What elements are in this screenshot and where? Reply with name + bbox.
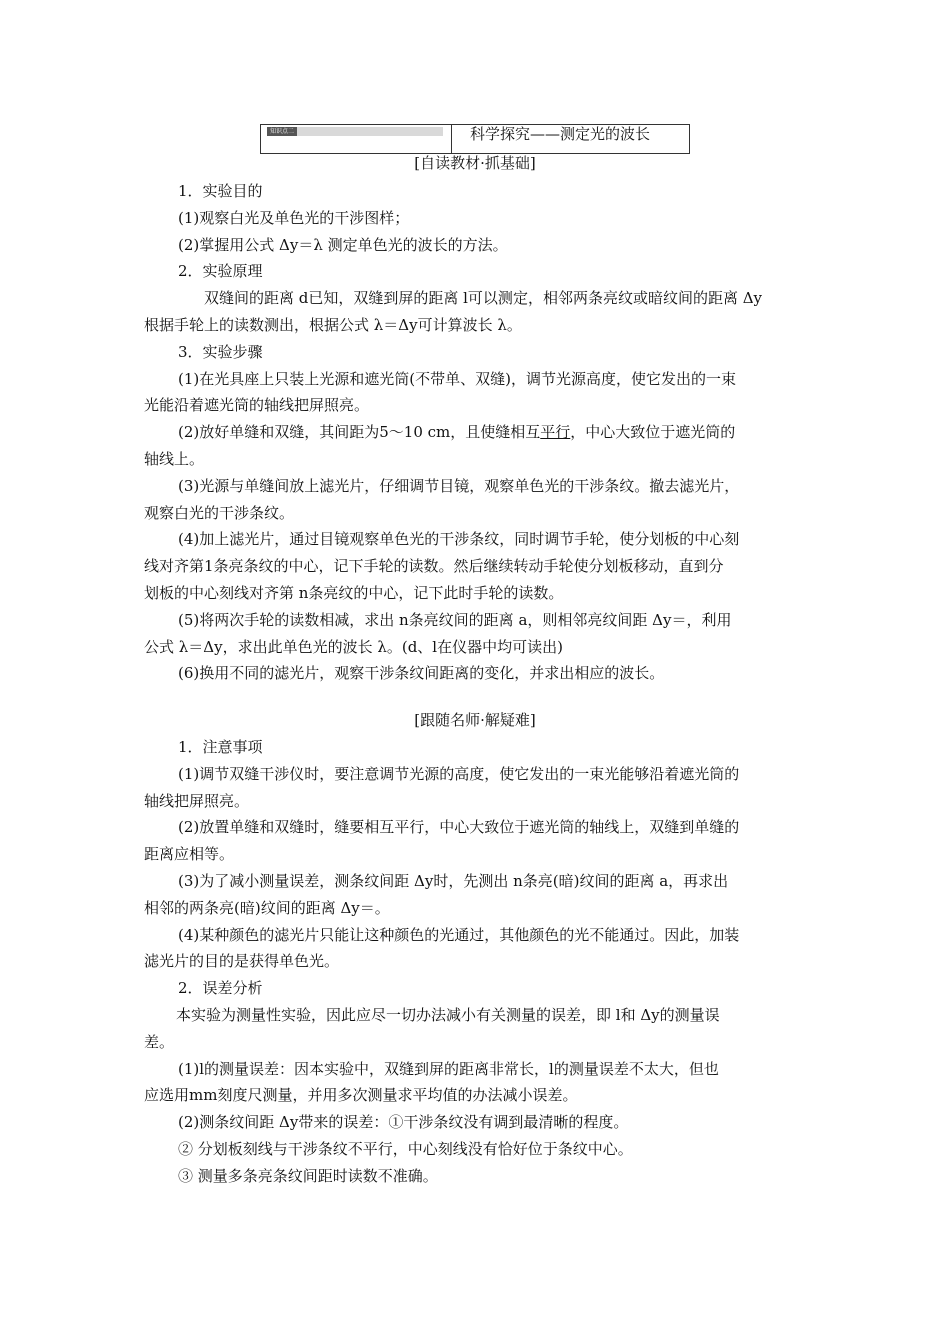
text-line: (2)掌握用公式 Δy＝λ 测定单色光的波长的方法。 <box>178 235 508 254</box>
tag-label: 知识点二 <box>267 127 297 136</box>
text-line <box>172 419 808 446</box>
text-line: 光能沿着遮光筒的轴线把屏照亮。 <box>144 396 370 415</box>
section-1-body <box>144 178 808 687</box>
text-line: (1)调节双缝干涉仪时，要注意调节光源的高度，使它发出的一束光能够沿着遮光筒的 <box>178 764 740 783</box>
text-line: (1)在光具座上只装上光源和遮光筒(不带单、双缝)，调节光源高度，使它发出的一束 <box>178 369 736 388</box>
text-line: 距离应相等。 <box>144 845 235 864</box>
text-line: (6)换用不同的滤光片，观察干涉条纹间距离的变化，并求出相应的波长。 <box>178 664 665 683</box>
text-segment: (2)放好单缝和双缝，其间距为5～10 cm，且使缝相互 <box>178 423 541 442</box>
text-line: 滤光片的目的是获得单色光。 <box>144 952 340 971</box>
text-line: 差。 <box>144 1032 175 1051</box>
heading-line: 3．实验步骤 <box>178 342 263 361</box>
text-line: (4)某种颜色的滤光片只能让这种颜色的光通过，其他颜色的光不能通过。因此，加装 <box>178 925 740 944</box>
text-line: 划板的中心刻线对齐第 n条亮纹的中心，记下此时手轮的读数。 <box>144 583 564 602</box>
text-line: 轴线上。 <box>144 449 205 468</box>
heading-line: 1．注意事项 <box>178 738 263 756</box>
text-line: (4)加上滤光片，通过目镜观察单色光的干涉条纹，同时调节手轮，使分划板的中心刻 <box>178 530 740 549</box>
text-line: 观察白光的干涉条纹。 <box>144 503 295 522</box>
text-line: 公式 λ＝Δy，求出此单色光的波长 λ。(d、l在仪器中均可读出) <box>144 637 563 656</box>
text-line: (1)l的测量误差：因本实验中，双缝到屏的距离非常长，l的测量误差不太大，但也 <box>178 1059 719 1078</box>
text-line: 线对齐第1条亮条纹的中心，记下手轮的读数。然后继续转动手轮使分划板移动，直到分 <box>144 557 724 576</box>
text-line: ③ 测量多条亮条纹间距时读数不准确。 <box>178 1166 438 1185</box>
text-line: ② 分划板刻线与干涉条纹不平行，中心刻线没有恰好位于条纹中心。 <box>178 1139 633 1158</box>
heading-line: 1．实验目的 <box>178 182 263 200</box>
text-line: (3)为了减小测量误差，测条纹间距 Δy时，先测出 n条亮(暗)纹间的距离 a，再求出 <box>178 871 729 890</box>
heading-line: 2．实验原理 <box>178 262 263 281</box>
text-line: (3)光源与单缝间放上滤光片，仔细调节目镜，观察单色光的干涉条纹。撤去滤光片， <box>178 476 740 495</box>
section-header <box>260 124 690 154</box>
section-2-body <box>144 734 808 1190</box>
text-line: 双缝间的距离 d已知，双缝到屏的距离 l可以测定，相邻两条亮纹或暗纹间的距离 Δy <box>204 289 763 308</box>
knowledge-tag <box>261 125 452 153</box>
text-line: 根据手轮上的读数测出，根据公式 λ＝Δy可计算波长 λ。 <box>144 315 522 334</box>
tag-bar <box>267 127 443 136</box>
text-line: 本实验为测量性实验，因此应尽一切办法减小有关测量的误差，即 l和 Δy的测量误 <box>176 1005 720 1024</box>
text-line: (1)观察白光及单色光的干涉图样； <box>178 208 410 227</box>
text-line: 应选用mm刻度尺测量，并用多次测量求平均值的办法减小误差。 <box>144 1086 578 1105</box>
subsection-title-1: [自读教材·抓基础] <box>414 154 536 172</box>
text-line: 轴线把屏照亮。 <box>144 791 250 810</box>
text-line: (5)将两次手轮的读数相减，求出 n条亮纹间的距离 a，则相邻亮纹间距 Δy＝，利用 <box>178 610 732 629</box>
underlined-term: 平行 <box>540 423 571 442</box>
section-heading: 科学探究——测定光的波长 <box>470 125 651 143</box>
text-line: (2)测条纹间距 Δy带来的误差：①干涉条纹没有调到最清晰的程度。 <box>178 1113 629 1132</box>
text-segment: ，中心大致位于遮光筒的 <box>570 423 736 442</box>
heading-line: 2．误差分析 <box>178 979 263 998</box>
text-line: (2)放置单缝和双缝时，缝要相互平行，中心大致位于遮光筒的轴线上，双缝到单缝的 <box>178 818 740 837</box>
text-line: 相邻的两条亮(暗)纹间的距离 Δy＝。 <box>144 898 390 917</box>
subsection-title-2: [跟随名师·解疑难] <box>414 711 536 729</box>
